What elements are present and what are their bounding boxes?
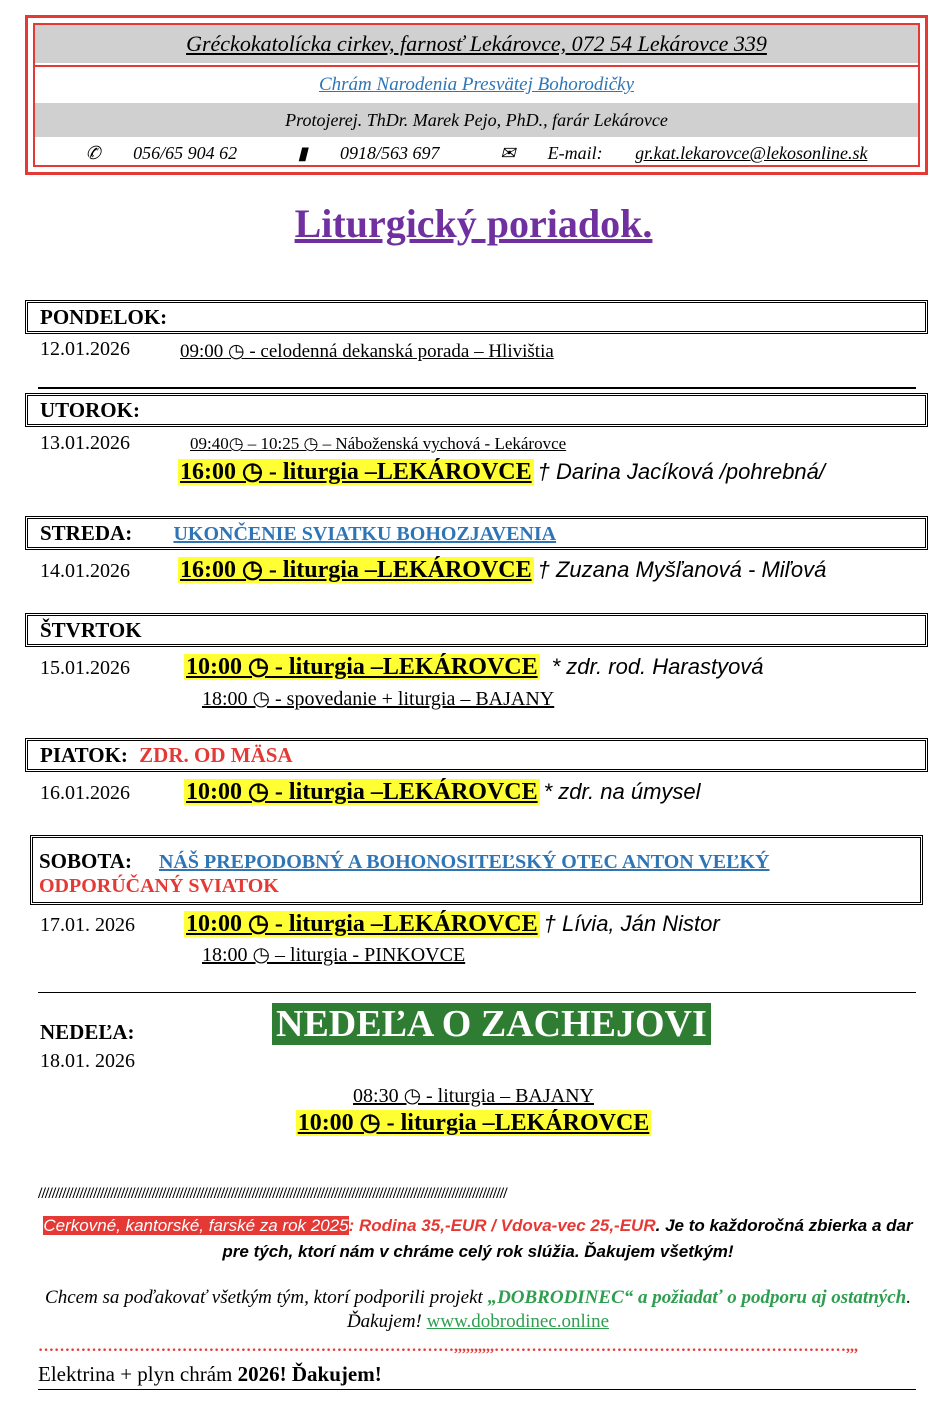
feast-saturday: NÁŠ PREPODOBNÝ A BOHONOSITEĽSKÝ OTEC ANTON VEĽKÝ bbox=[158, 851, 770, 873]
event-tuesday-class: 09:40◷ – 10:25 ◷ – Náboženská vychová - Lekárovce bbox=[190, 434, 567, 453]
sunday-title: NEDEĽA O ZACHEJOVI bbox=[272, 1003, 711, 1045]
date-saturday: 17.01. 2026 bbox=[40, 914, 135, 936]
saturday-title-row bbox=[39, 848, 914, 875]
day-header-wednesday bbox=[25, 516, 928, 550]
parish-name: Gréckokatolícka cirkev, farnosť Lekárovce, 072 54 Lekárovce 339 bbox=[35, 25, 918, 63]
liturgy-saturday bbox=[184, 909, 720, 938]
church-dues-notice bbox=[40, 1213, 916, 1265]
day-name: PIATOK: bbox=[40, 743, 128, 767]
day-header-tuesday bbox=[25, 393, 928, 427]
date-monday: 12.01.2026 bbox=[40, 338, 130, 360]
liturgy-time: 10:00 ◷ - liturgia –LEKÁROVCE bbox=[186, 911, 538, 937]
liturgy-tuesday bbox=[178, 457, 825, 486]
day-name-sunday: NEDEĽA: bbox=[40, 1020, 135, 1044]
email-contact bbox=[486, 143, 881, 163]
thanks-text: Chcem sa poďakovať všetkým tým, ktorí podporili projekt bbox=[45, 1287, 488, 1308]
feast-wednesday: UKONČENIE SVIATKU BOHOZJAVENIA bbox=[173, 523, 557, 545]
mail-icon: ✉ bbox=[500, 143, 516, 163]
dotted-divider: ……………………………………………………………………,,,,,,,,,,…………………………………………………………,,, bbox=[38, 1338, 858, 1355]
electricity-text: Elektrina + plyn chrám bbox=[38, 1362, 238, 1386]
phone-icon: ✆ bbox=[85, 143, 101, 163]
liturgy-intent: † Lívia, Ján Nistor bbox=[543, 911, 720, 936]
day-header-thursday bbox=[25, 613, 928, 647]
liturgy-sunday: 10:00 ◷ - liturgia –LEKÁROVCE bbox=[297, 1110, 650, 1136]
day-header-saturday bbox=[30, 835, 923, 905]
project-name: „DOBRODINEC“ a požiadať o podporu aj ostatných bbox=[487, 1287, 907, 1308]
contact-row bbox=[35, 137, 918, 169]
event-thursday-evening: 18:00 ◷ - spovedanie + liturgia – BAJANY bbox=[202, 688, 555, 710]
dobrodinec-notice bbox=[40, 1286, 916, 1334]
feast-rank: ODPORÚČANÝ SVIATOK bbox=[39, 875, 279, 897]
parish-header bbox=[25, 15, 928, 175]
date-thursday: 15.01.2026 bbox=[40, 657, 130, 679]
day-header-friday bbox=[25, 738, 928, 772]
dues-label: Cerkovné, kantorské, farské za rok 2025 bbox=[43, 1216, 349, 1235]
liturgy-time: 10:00 ◷ - liturgia –LEKÁROVCE bbox=[186, 779, 538, 805]
mobile-icon: ▮ bbox=[297, 143, 308, 163]
sunday-early-row bbox=[0, 1083, 947, 1108]
electricity-thanks: 2026! Ďakujem! bbox=[237, 1362, 382, 1386]
date-tuesday: 13.01.2026 bbox=[40, 432, 130, 454]
day-name: PONDELOK: bbox=[40, 305, 168, 329]
day-name: SOBOTA: bbox=[39, 849, 132, 873]
phone-contact bbox=[72, 143, 252, 163]
email-link[interactable]: gr.kat.lekarovce@lekosonline.sk bbox=[635, 143, 868, 163]
liturgy-intent: † Zuzana Myšľanová - Miľová bbox=[537, 557, 827, 582]
parish-header-inner bbox=[33, 23, 920, 167]
event-monday: 09:00 ◷ - celodenná dekanská porada – Hlivištia bbox=[180, 341, 554, 362]
page-title: Liturgický poriadok. bbox=[294, 201, 653, 246]
divider bbox=[38, 992, 916, 993]
event-saturday-evening: 18:00 ◷ – liturgia - PINKOVCE bbox=[202, 944, 466, 966]
fasting-note: ZDR. OD MÄSA bbox=[139, 743, 293, 767]
date-wednesday: 14.01.2026 bbox=[40, 560, 130, 582]
date-friday: 16.01.2026 bbox=[40, 782, 130, 804]
day-name: UTOROK: bbox=[40, 398, 140, 422]
liturgy-intent: † Darina Jacíková /pohrebná/ bbox=[537, 459, 826, 484]
liturgy-time: 16:00 ◷ - liturgia –LEKÁROVCE bbox=[180, 557, 532, 583]
divider bbox=[38, 1389, 916, 1390]
mobile-contact bbox=[284, 143, 454, 163]
liturgy-time: 16:00 ◷ - liturgia –LEKÁROVCE bbox=[180, 459, 532, 485]
event-sunday-early: 08:30 ◷ - liturgia – BAJANY bbox=[353, 1085, 594, 1107]
divider bbox=[38, 387, 916, 389]
priest-name: Protojerej. ThDr. Marek Pejo, PhD., farár Lekárovce bbox=[35, 103, 918, 137]
day-header-monday bbox=[25, 300, 928, 334]
liturgy-intent: * zdr. na úmysel bbox=[543, 779, 701, 804]
liturgy-thursday bbox=[184, 652, 764, 681]
phone-number: 056/65 904 62 bbox=[133, 143, 238, 163]
mobile-number: 0918/563 697 bbox=[340, 143, 440, 163]
liturgy-time: 10:00 ◷ - liturgia –LEKÁROVCE bbox=[186, 654, 538, 680]
day-name: ŠTVRTOK bbox=[40, 618, 142, 642]
liturgy-friday bbox=[184, 777, 701, 806]
dobrodinec-link[interactable]: www.dobrodinec.online bbox=[426, 1311, 610, 1332]
liturgy-intent: * zdr. rod. Harastyová bbox=[551, 654, 764, 679]
dues-amounts: : Rodina 35,-EUR / Vdova-vec 25,-EUR bbox=[348, 1216, 656, 1235]
sunday-banner bbox=[272, 1002, 711, 1046]
email-label: E-mail: bbox=[547, 143, 603, 163]
thanks-end: . Ďakujem! bbox=[346, 1287, 911, 1332]
electricity-notice bbox=[38, 1362, 382, 1387]
dues-text: . Je to každoročná zbierka a dar pre tých, ktorí nám v chráme celý rok slúžia. Ďakujem všetkým! bbox=[222, 1216, 913, 1261]
date-sunday: 18.01. 2026 bbox=[40, 1050, 135, 1072]
church-name-link[interactable]: Chrám Narodenia Presvätej Bohorodičky bbox=[35, 65, 918, 103]
liturgy-wednesday bbox=[178, 555, 826, 584]
day-name: STREDA: bbox=[40, 521, 133, 545]
sunday-liturgy-row bbox=[0, 1108, 947, 1137]
slash-divider: //////////////////////////////////////////////////////////////////////////////////////////////////////////////////////////////////////// bbox=[38, 1185, 507, 1202]
